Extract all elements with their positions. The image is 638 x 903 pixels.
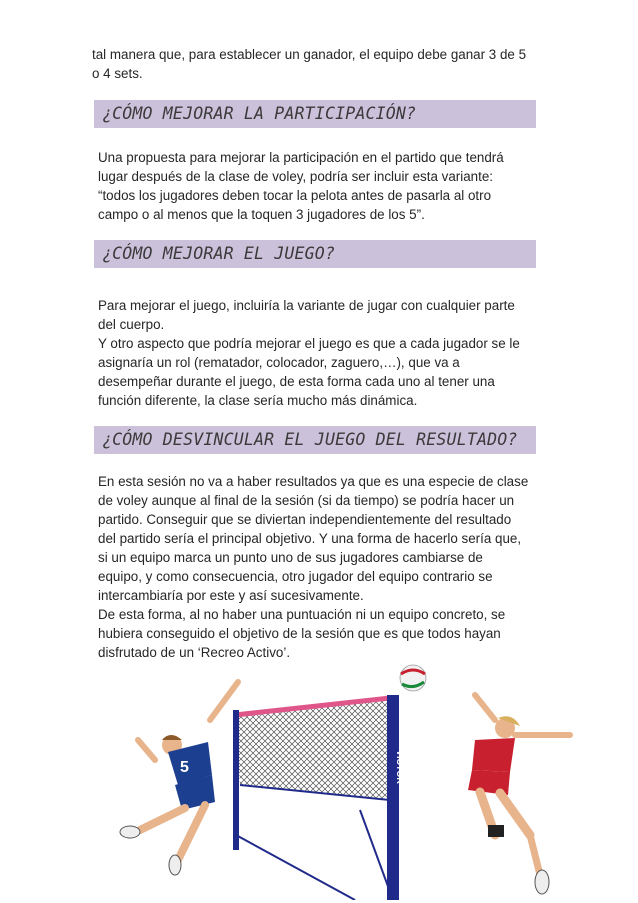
paragraph-line: Para mejorar el juego, incluiría la variante de jugar con cualquier parte [98,298,515,313]
paragraph-line: función diferente, la clase sería mucho más dinámica. [98,393,418,408]
intro-paragraph [92,45,552,83]
paragraph-line: del cuerpo. [98,317,165,332]
volleyball-ball [400,665,426,691]
paragraph-line: campo o al menos que la toquen 3 jugadores de los 5”. [98,207,425,222]
intro-line: tal manera que, para establecer un ganador, el equipo debe ganar 3 de 5 [92,47,527,62]
section-paragraph-result [98,472,548,662]
paragraph-line: Y otro aspecto que podría mejorar el juego es que a cada jugador se le [98,336,520,351]
paragraph-line: De esta forma, al no haber una puntuación ni un equipo concreto, se [98,607,506,622]
paragraph-line: asignaría un rol (rematador, colocador, zaguero,…), que va a [98,355,460,370]
section-heading-result: ¿CÓMO DESVINCULAR EL JUEGO DEL RESULTADO? [94,426,536,454]
paragraph-line: Una propuesta para mejorar la participación en el partido que tendrá [98,150,504,165]
paragraph-line: disfrutado de un ‘Recreo Activo’. [98,645,291,660]
volleyball-illustration [100,660,580,900]
player-left [120,682,238,875]
net-brand-label: VICTOR [395,750,405,784]
player-right [468,695,570,894]
section-heading-participation: ¿CÓMO MEJORAR LA PARTICIPACIÓN? [94,100,536,128]
paragraph-line: “todos los jugadores deben tocar la pelota antes de pasarla al otro [98,188,492,203]
section-paragraph-participation [98,148,548,224]
paragraph-line: En esta sesión no va a haber resultados ya que es una especie de clase [98,474,529,489]
paragraph-line: hubiera conseguido el objetivo de la sesión que es que todos hayan [98,626,501,641]
paragraph-line: intercambiaría por este y así sucesivamente. [98,588,364,603]
section-heading-game: ¿CÓMO MEJORAR EL JUEGO? [94,240,536,268]
paragraph-line: lugar después de la clase de voley, podría ser incluir esta variante: [98,169,493,184]
section-paragraph-game [98,296,548,410]
intro-line: o 4 sets. [92,66,143,81]
volleyball-net [233,695,405,900]
player-left-number: 5 [180,759,189,776]
paragraph-line: del partido sería el principal objetivo. Y una forma de hacerlo sería que, [98,531,522,546]
paragraph-line: desempeñar durante el juego, de esta forma cada uno al tener una [98,374,495,389]
paragraph-line: partido. Conseguir que se diviertan independientemente del resultado [98,512,512,527]
paragraph-line: equipo, y como consecuencia, otro jugador del equipo contrario se [98,569,493,584]
paragraph-line: si un equipo marca un punto uno de sus jugadores cambiarse de [98,550,483,565]
paragraph-line: de voley aunque al final de la sesión (si da tiempo) se podría hacer un [98,493,515,508]
